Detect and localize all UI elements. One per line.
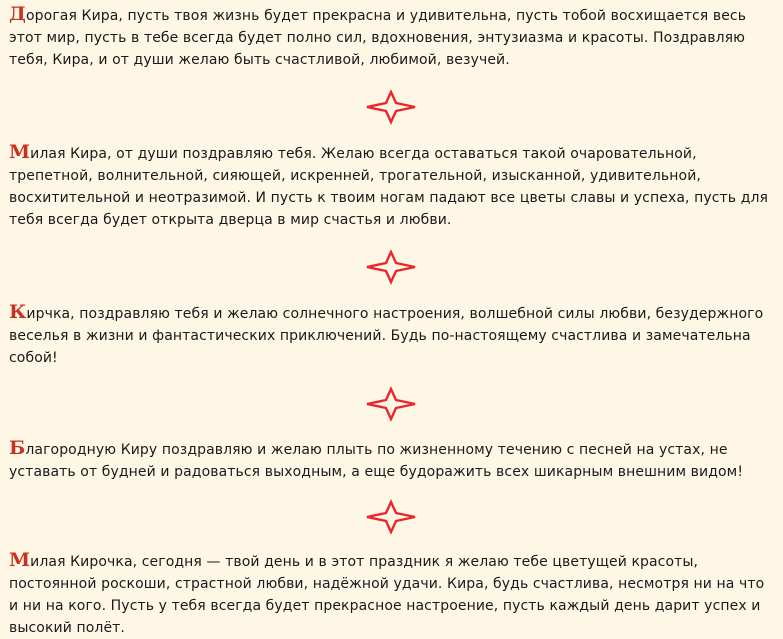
- star-divider: [9, 369, 773, 439]
- greeting-paragraph-1: [9, 0, 773, 71]
- greeting-text: лагородную Киру поздравляю и желаю плыть по жизненному течению с песней на устах, не уставать от будней и радоваться выходным, а еще будоражить всех шикарным внешним видом!: [9, 442, 744, 480]
- four-point-star-icon: [365, 87, 417, 127]
- star-divider: [9, 231, 773, 303]
- four-point-star-icon: [365, 247, 417, 287]
- four-point-star-icon: [365, 384, 417, 424]
- greeting-paragraph-5: [9, 551, 773, 639]
- drop-cap-letter: Д: [9, 3, 26, 25]
- greeting-paragraph-4: [9, 439, 773, 483]
- star-divider: [9, 483, 773, 551]
- greeting-text: илая Кирочка, сегодня — твой день и в этот праздник я желаю тебе цветущей красоты, постоянной роскоши, страстной любви, надёжной удачи. Кира, будь счастлива, несмотря ни на что и ни на кого. Пусть у тебя всегда будет прекрасное настроение, пусть каждый день дарит успех и высокий полёт.: [9, 554, 765, 636]
- drop-cap-letter: Б: [9, 437, 26, 459]
- greeting-text: орогая Кира, пусть твоя жизнь будет прекрасна и удивительна, пусть тобой восхищается весь этот мир, пусть в тебе всегда будет полно сил, вдохновения, энтузиазма и красоты. Поздравляю тебя, Кира, и от души желаю быть счастливой, любимой, везучей.: [9, 8, 747, 68]
- greeting-paragraph-2: [9, 143, 773, 231]
- greeting-text: илая Кира, от души поздравляю тебя. Желаю всегда оставаться такой очаровательной, трепетной, волнительной, сияющей, искренней, трогательной, изысканной, удивительной, восхитительной и неотразимой. И пусть к твоим ногам падают все цветы славы и успеха, пусть для тебя всегда будет открыта дверца в мир счастья и любви.: [9, 146, 769, 228]
- drop-cap-letter: М: [9, 141, 31, 163]
- greeting-paragraph-3: [9, 303, 773, 369]
- drop-cap-letter: К: [9, 301, 27, 323]
- drop-cap-letter: М: [9, 549, 31, 571]
- greeting-text: ирчка, поздравляю тебя и желаю солнечного настроения, волшебной силы любви, безудержного веселья в жизни и фантастических приключений. Будь по-настоящему счастлива и замечательна собой!: [9, 306, 764, 366]
- four-point-star-icon: [365, 497, 417, 537]
- star-divider: [9, 71, 773, 143]
